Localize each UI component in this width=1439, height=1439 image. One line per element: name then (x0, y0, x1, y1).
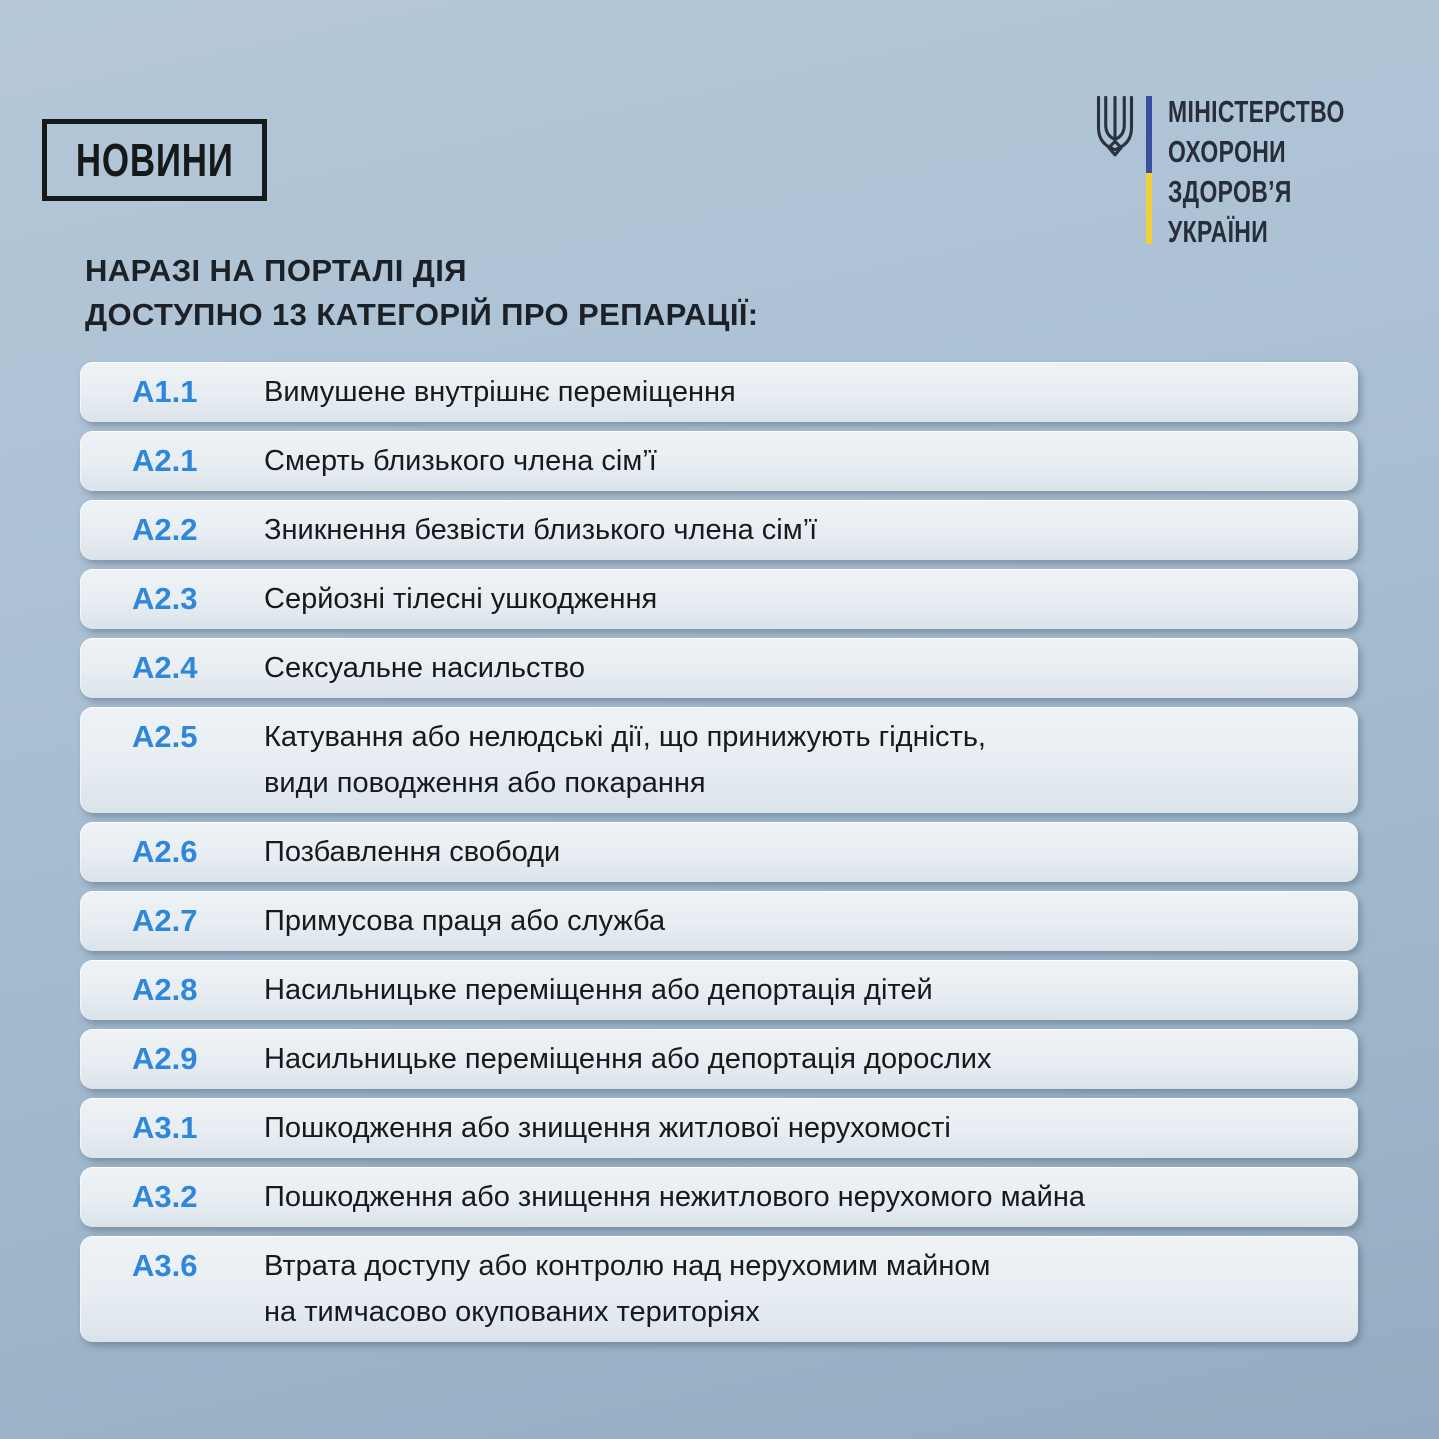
category-row-a2-5 (80, 707, 1358, 813)
category-code: А2.5 (132, 719, 198, 754)
category-row-a2-4 (80, 638, 1358, 698)
category-label: Зникнення безвісти близького члена сім’ї (264, 514, 818, 546)
category-label: Примусова праця або служба (264, 905, 666, 937)
category-row-a3-6 (80, 1236, 1358, 1342)
category-label: Пошкодження або знищення нежитлового нерухомого майна (264, 1181, 1085, 1213)
category-label: Сексуальне насильство (264, 652, 585, 684)
category-list (80, 362, 1358, 1342)
category-label: Втрата доступу або контролю над нерухомим майном на тимчасово окупованих територіях (264, 1250, 991, 1328)
category-label: Смерть близького члена сім’ї (264, 445, 657, 477)
trident-icon (1092, 92, 1138, 160)
category-row-a2-7 (80, 891, 1358, 951)
category-row-a2-8 (80, 960, 1358, 1020)
category-code: А1.1 (132, 374, 198, 409)
category-code: А2.3 (132, 581, 198, 616)
ministry-name-line: ЗДОРОВ’Я (1168, 174, 1292, 209)
category-label: Насильницьке переміщення або депортація дітей (264, 974, 933, 1006)
category-code: А3.2 (132, 1179, 198, 1214)
category-row-a2-2 (80, 500, 1358, 560)
category-code: А2.2 (132, 512, 198, 547)
ministry-name-line: УКРАЇНИ (1168, 214, 1269, 249)
category-row-a2-3 (80, 569, 1358, 629)
ministry-name-line: ОХОРОНИ (1168, 134, 1287, 169)
category-row-a2-1 (80, 431, 1358, 491)
flag-color-bar (1146, 96, 1152, 244)
category-code: А2.8 (132, 972, 198, 1007)
category-code: А2.6 (132, 834, 198, 869)
category-row-a3-1 (80, 1098, 1358, 1158)
page-title-line2: ДОСТУПНО 13 КАТЕГОРІЙ ПРО РЕПАРАЦІЇ: (85, 297, 759, 332)
category-row-a1-1 (80, 362, 1358, 422)
ministry-name-line: МІНІСТЕРСТВО (1168, 94, 1345, 129)
category-code: А2.9 (132, 1041, 198, 1076)
category-code: А3.1 (132, 1110, 198, 1145)
category-row-a3-2 (80, 1167, 1358, 1227)
news-badge (42, 119, 267, 201)
category-row-a2-6 (80, 822, 1358, 882)
category-row-a2-9 (80, 1029, 1358, 1089)
category-label: Катування або нелюдські дії, що принижують гідність, види поводження або покарання (264, 721, 986, 799)
page-title (85, 249, 759, 337)
page-title-line1: НАРАЗІ НА ПОРТАЛІ ДІЯ (85, 253, 467, 288)
category-code: А3.6 (132, 1248, 198, 1283)
category-label: Серйозні тілесні ушкодження (264, 583, 658, 615)
category-code: А2.4 (132, 650, 198, 685)
category-label: Позбавлення свободи (264, 836, 561, 868)
category-label: Вимушене внутрішнє переміщення (264, 376, 736, 408)
category-label: Насильницьке переміщення або депортація дорослих (264, 1043, 992, 1075)
category-code: А2.1 (132, 443, 198, 478)
category-label: Пошкодження або знищення житлової нерухомості (264, 1112, 951, 1144)
category-code: А2.7 (132, 903, 198, 938)
news-badge-label: НОВИНИ (75, 134, 234, 186)
ministry-name (1168, 92, 1345, 252)
